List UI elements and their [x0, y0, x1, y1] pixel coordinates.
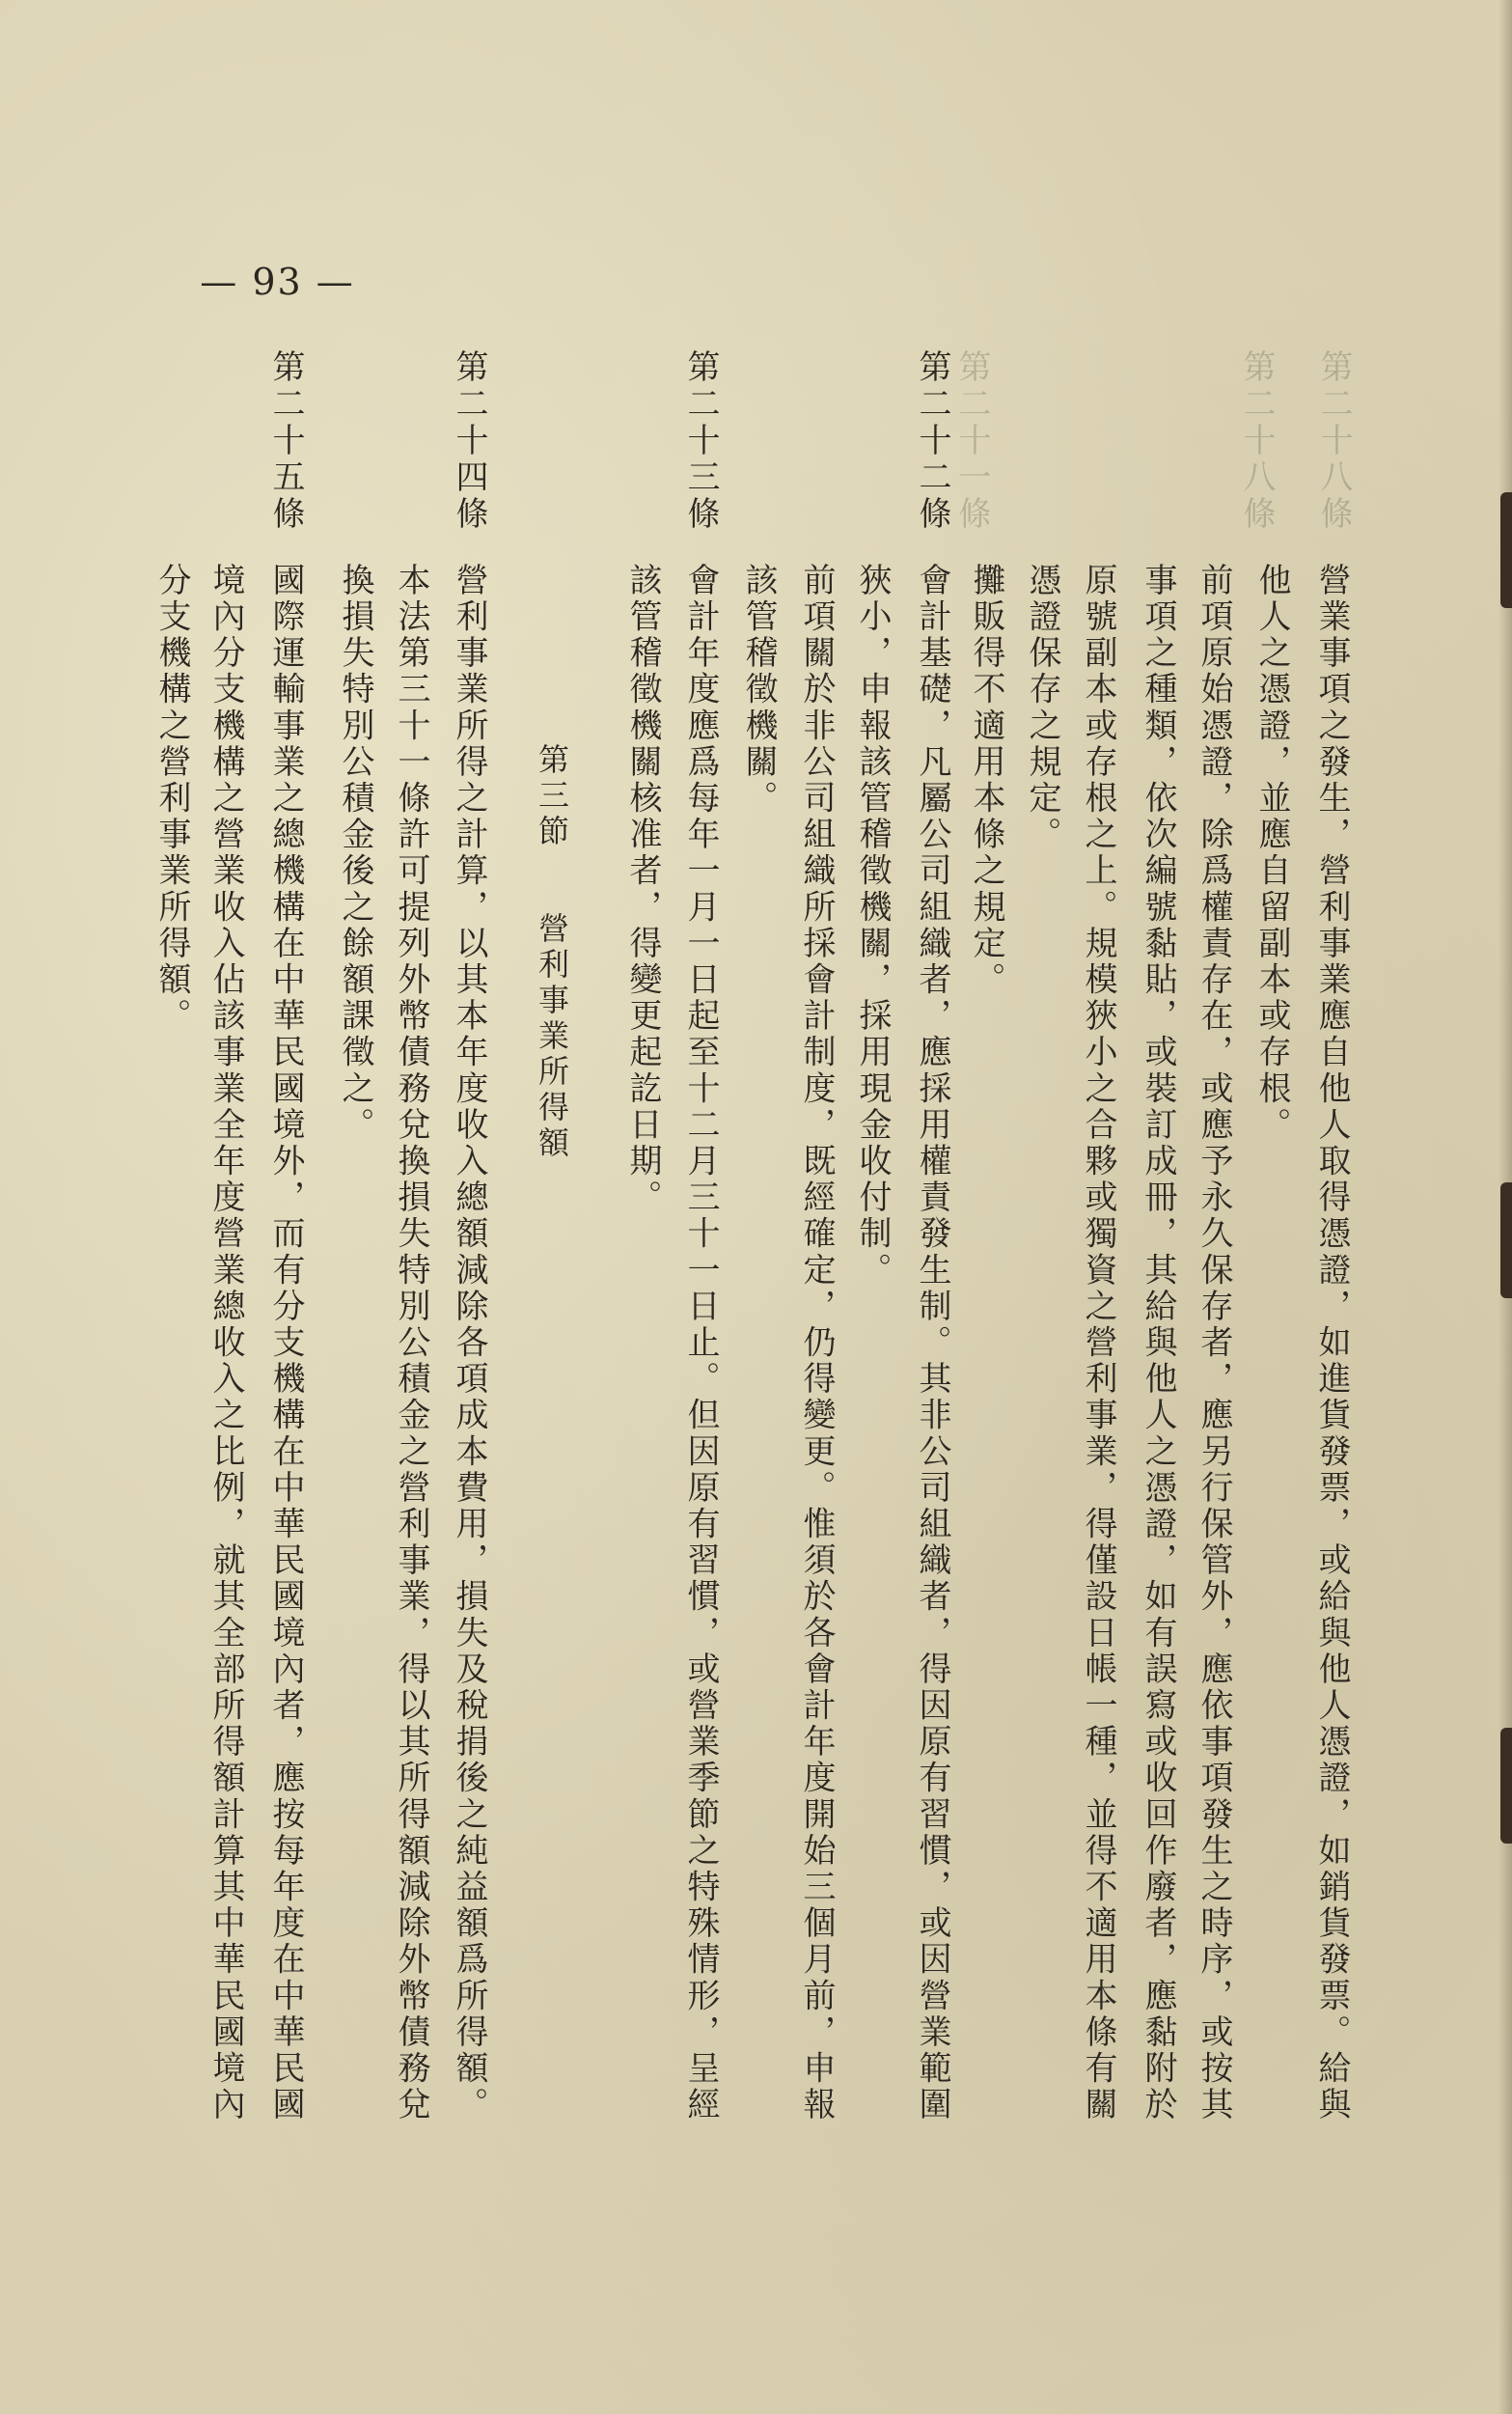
ghost-article-header: 第二十八條	[1237, 349, 1276, 533]
text-column: 國際運輸事業之總機構在中華民國境外，而有分支機構在中華民國境內者，應按每年度在中華民國	[266, 563, 305, 2123]
text-column: 會計年度應爲每年一月一日起至十二月三十一日止。但因原有習慣，或營業季節之特殊情形，呈經	[681, 563, 720, 2123]
binding-mark	[1500, 1182, 1512, 1298]
text-column: 攤販得不適用本條之規定。	[967, 563, 1005, 999]
text-column: 換損失特別公積金後之餘額課徵之。	[336, 563, 374, 1144]
text-column: 該管稽徵機關。	[739, 563, 778, 818]
article-header-25: 第二十五條	[266, 349, 305, 533]
text-column: 營業事項之發生，營利事業應自他人取得憑證，如進貨發票，或給與他人憑證，如銷貨發票。給與	[1312, 563, 1351, 2123]
article-header-22: 第二十二條	[913, 349, 951, 533]
text-column: 境內分支機構之營業收入佔該事業全年度營業總收入之比例，就其全部所得額計算其中華民國境內	[206, 563, 245, 2123]
ghost-article-header: 第二十一條	[952, 349, 991, 533]
article-header-24: 第二十四條	[450, 349, 488, 533]
article-header-23: 第二十三條	[681, 349, 720, 533]
section-heading-title: 營利事業所得額	[534, 912, 570, 1162]
text-column: 他人之憑證，並應自留副本或存根。	[1252, 563, 1291, 1144]
text-column: 分支機構之營利事業所得額。	[152, 563, 191, 1035]
text-column: 原號副本或存根之上。規模狹小之合夥或獨資之營利事業，得僅設日帳一種，並得不適用本條有關	[1079, 563, 1117, 2123]
text-column: 該管稽徵機關核准者，得變更起訖日期。	[623, 563, 662, 1216]
text-column: 前項關於非公司組織所採會計制度，既經確定，仍得變更。惟須於各會計年度開始三個月前，申報	[797, 563, 836, 2123]
ghost-article-header: 第二十八條	[1314, 349, 1353, 533]
binding-mark	[1500, 1728, 1512, 1844]
text-column: 營利事業所得之計算，以其本年度收入總額減除各項成本費用，損失及稅捐後之純益額爲所得額。	[450, 563, 488, 2123]
text-column: 前項原始憑證，除爲權責存在，或應予永久保存者，應另行保管外，應依事項發生之時序，或按其	[1195, 563, 1233, 2123]
section-heading-number: 第三節	[534, 743, 570, 850]
binding-mark	[1500, 492, 1512, 608]
text-column: 憑證保存之規定。	[1023, 563, 1061, 853]
text-column: 事項之種類，依次編號黏貼，或裝訂成冊，其給與他人之憑證，如有誤寫或收回作廢者，應黏附於	[1139, 563, 1177, 2123]
text-column: 會計基礎，凡屬公司組織者，應採用權責發生制。其非公司組織者，得因原有習慣，或因營業範圍	[913, 563, 951, 2123]
page-number: — 93 —	[200, 261, 355, 303]
text-column: 狹小，申報該管稽徵機關，採用現金收付制。	[853, 563, 892, 1289]
text-column: 本法第三十一條許可提列外幣債務兌換損失特別公積金之營利事業，得以其所得額減除外幣債務兌	[392, 563, 430, 2123]
